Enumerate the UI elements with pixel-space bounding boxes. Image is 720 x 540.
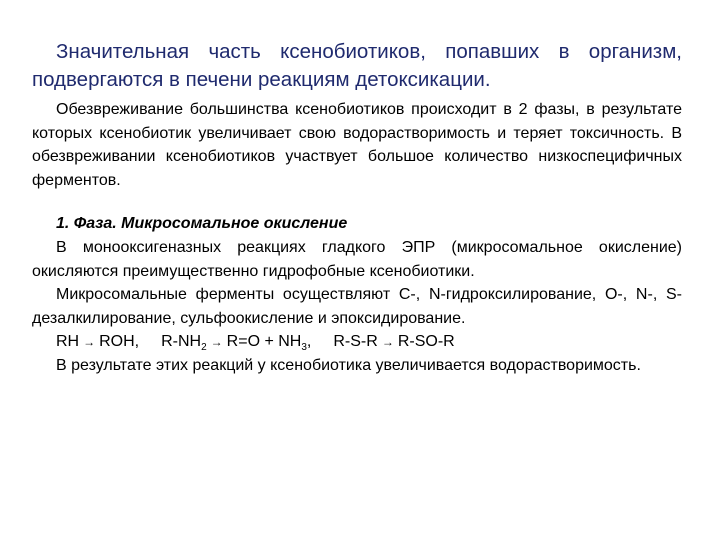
formula-2-product: R=O + NH <box>226 333 302 350</box>
formula-2-reactant: R-NH <box>161 333 202 350</box>
formula-2-arrow: → <box>210 335 223 349</box>
formula-2-reactant-subscript: 2 <box>201 342 207 354</box>
formula-2-product-subscript: 3 <box>301 342 307 354</box>
formula-1-reactant: RH <box>56 333 80 350</box>
formula-1-product: ROH, <box>99 333 140 350</box>
lead-paragraph: Значительная часть ксенобиотиков, попавших в организм, подвергаются в печени реакциям детоксикации. <box>32 40 682 91</box>
formula-1-arrow: → <box>83 335 96 349</box>
spacer <box>32 192 682 212</box>
formula-2-comma: , <box>306 333 312 350</box>
phase-paragraph-3: В результате этих реакций у ксенобиотика увеличивается водорастворимость. <box>56 357 641 374</box>
intro-paragraph: Обезвреживание большинства ксенобиотиков происходит в 2 фазы, в результате которых ксенобиотик увеличивает свою водорастворимость и теряет токсичность. В обезвреживании ксенобиотиков участвует большое количество низкоспецифичных ферментов. <box>32 101 682 189</box>
formula-3-reactant: R-S-R <box>333 333 378 350</box>
reaction-formulas <box>32 330 682 354</box>
phase-paragraph-1: В монооксигеназных реакциях гладкого ЭПР (микросомальное окисление) окисляются преимущественно гидрофобные ксенобиотики. <box>32 239 682 280</box>
slide-content <box>32 38 682 378</box>
formula-3-product: R-SO-R <box>397 333 455 350</box>
phase-heading: 1. Фаза. Микросомальное окисление <box>56 215 348 232</box>
phase-paragraph-2: Микросомальные ферменты осуществляют С-, N-гидроксилирование, О-, N-, S-дезалкилирование, сульфоокисление и эпоксидирование. <box>32 286 682 327</box>
formula-3-arrow: → <box>381 335 394 349</box>
